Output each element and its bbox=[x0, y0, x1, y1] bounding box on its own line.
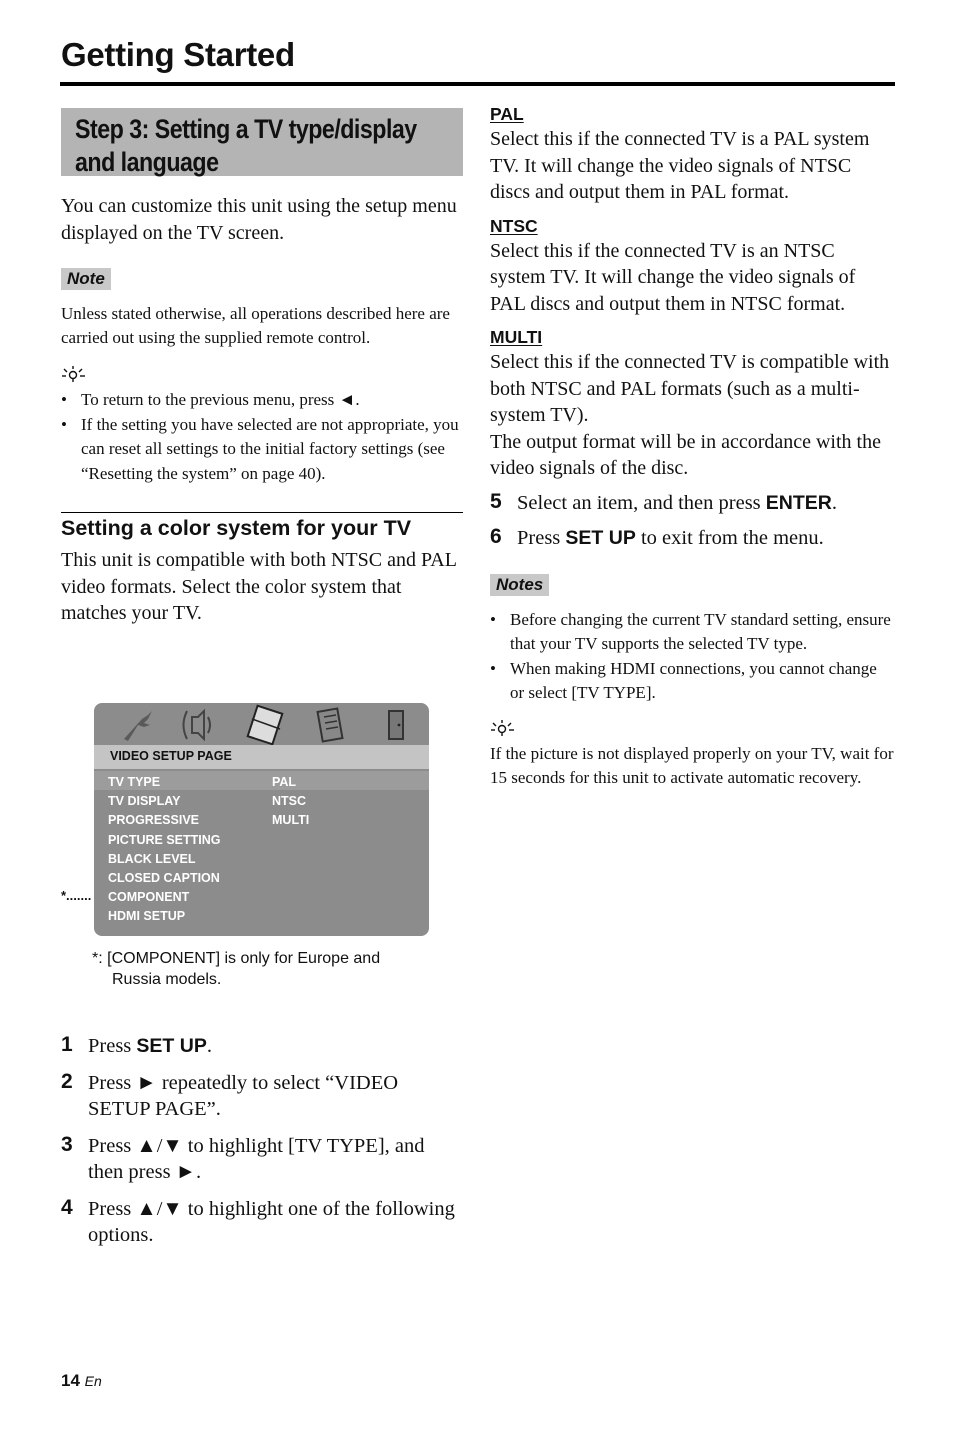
osd-option: NTSC bbox=[272, 794, 307, 809]
footnote-line1: *: [COMPONENT] is only for Europe and bbox=[92, 950, 381, 967]
osd-item: HDMI SETUP bbox=[108, 909, 186, 924]
component-marker: *....... bbox=[61, 888, 92, 903]
step-1: 1 Press SET UP. bbox=[61, 1033, 212, 1057]
procedure-steps-right bbox=[490, 490, 892, 552]
osd-item: TV TYPE bbox=[108, 775, 161, 789]
intro-text: You can customize this unit using the setup menu displayed on the TV screen. bbox=[61, 195, 457, 244]
tip-block bbox=[61, 366, 463, 486]
notes-block bbox=[490, 574, 895, 706]
step-heading bbox=[61, 108, 463, 176]
osd-item: TV DISPLAY bbox=[108, 794, 181, 809]
language-code: En bbox=[84, 1373, 102, 1389]
note-label: Note bbox=[61, 268, 111, 290]
option-heading: PAL bbox=[490, 104, 524, 124]
key-label: SET UP bbox=[136, 1035, 207, 1057]
step-number: 2 bbox=[61, 1069, 73, 1093]
wrench-icon bbox=[124, 711, 152, 741]
tip-block-right bbox=[490, 720, 895, 790]
osd-item: COMPONENT bbox=[108, 890, 190, 905]
step-number: 3 bbox=[61, 1132, 73, 1156]
osd-title-bar bbox=[94, 745, 429, 769]
option-text: Select this if the connected TV is a PAL system TV. It will change the video signals of NTSC discs and output them in PAL format. bbox=[490, 128, 870, 203]
step-heading-line2: and language bbox=[75, 147, 219, 177]
osd-option: MULTI bbox=[272, 813, 310, 828]
video-setup-menu-illustration bbox=[94, 703, 429, 936]
option-text-extra: The output format will be in accordance with the video signals of the disc. bbox=[490, 430, 881, 479]
step-2: 2 Press ► repeatedly to select “VIDEO SETUP PAGE”. bbox=[61, 1069, 399, 1120]
option-text: Select this if the connected TV is an NTSC system TV. It will change the video signals of PAL discs and output them in NTSC format. bbox=[490, 239, 856, 315]
step-6: 6 Press SET UP to exit from the menu. bbox=[490, 525, 824, 549]
option-ntsc bbox=[490, 216, 895, 318]
tip-item: • To return to the previous menu, press ◄. bbox=[61, 388, 463, 413]
speaker-icon bbox=[184, 711, 211, 739]
key-label: SET UP bbox=[565, 527, 636, 549]
tip-item: • If the setting you have selected are not appropriate, you can reset all settings to the initial factory settings (see “Resetting the system” on page 40). bbox=[61, 413, 463, 487]
key-label: ENTER bbox=[765, 491, 832, 514]
subsection-rule bbox=[61, 512, 463, 513]
step-number: 5 bbox=[490, 489, 502, 513]
osd-item: CLOSED CAPTION bbox=[108, 870, 220, 885]
page-title: Getting Started bbox=[61, 36, 295, 73]
note-text: Unless stated otherwise, all operations described here are carried out using the supplied remote control. bbox=[61, 304, 450, 347]
step-number: 1 bbox=[61, 1033, 73, 1056]
film-icon bbox=[248, 706, 283, 744]
step-number: 6 bbox=[490, 525, 502, 548]
document-icon bbox=[318, 708, 343, 741]
note-block bbox=[61, 268, 463, 350]
footnote-line2: Russia models. bbox=[112, 971, 222, 988]
title-rule bbox=[60, 82, 895, 86]
right-column bbox=[490, 104, 895, 790]
osd-option-list bbox=[272, 773, 309, 831]
subsection-text: This unit is compatible with both NTSC and PAL video formats. Select the color system that matches your TV. bbox=[61, 549, 457, 624]
option-multi bbox=[490, 327, 895, 482]
tip-text: If the picture is not displayed properly on your TV, wait for 15 seconds for this unit to activate automatic recovery. bbox=[490, 743, 894, 787]
step-heading-line1: Step 3: Setting a TV type/display bbox=[75, 114, 417, 144]
page-number: 14 bbox=[61, 1371, 80, 1390]
option-pal bbox=[490, 104, 895, 206]
note-item: • Before changing the current TV standard setting, ensure that your TV supports the selected TV type. bbox=[490, 608, 895, 657]
footnote bbox=[92, 948, 452, 990]
option-heading: MULTI bbox=[490, 327, 543, 347]
step-4: 4 Press ▲/▼ to highlight one of the following options. bbox=[61, 1195, 455, 1246]
notes-label: Notes bbox=[490, 574, 549, 596]
door-icon bbox=[389, 711, 403, 739]
lightbulb-icon bbox=[61, 366, 87, 384]
procedure-steps bbox=[61, 1033, 463, 1249]
osd-item: PICTURE SETTING bbox=[108, 832, 221, 847]
osd-item: PROGRESSIVE bbox=[108, 813, 199, 828]
step-number: 4 bbox=[61, 1195, 73, 1219]
osd-option: PAL bbox=[272, 775, 297, 789]
osd-title: VIDEO SETUP PAGE bbox=[110, 749, 232, 763]
page-footer bbox=[61, 1371, 102, 1391]
option-heading: NTSC bbox=[490, 215, 538, 236]
lightbulb-icon bbox=[490, 720, 516, 738]
step-5: 5 Select an item, and then press ENTER. bbox=[490, 489, 837, 514]
step-3: 3 Press ▲/▼ to highlight [TV TYPE], and then press ►. bbox=[61, 1132, 425, 1183]
osd-item: BLACK LEVEL bbox=[108, 851, 196, 866]
osd-item-list bbox=[108, 773, 221, 927]
left-column bbox=[61, 108, 463, 1246]
note-item: • When making HDMI connections, you cannot change or select [TV TYPE]. bbox=[490, 657, 895, 706]
subsection-title: Setting a color system for your TV bbox=[61, 516, 412, 540]
option-text: Select this if the connected TV is compatible with both NTSC and PAL formats (such as a multi-system TV). bbox=[490, 351, 890, 426]
